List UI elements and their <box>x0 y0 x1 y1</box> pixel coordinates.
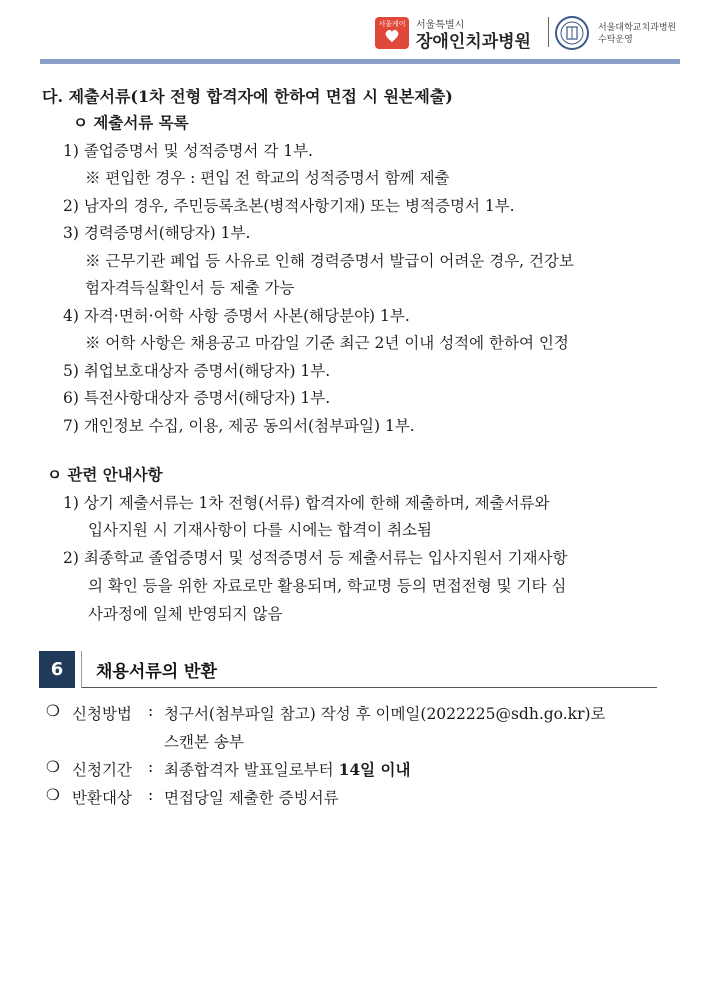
method-label: 신청방법 <box>72 705 132 723</box>
documents-list-title: ㅇ 제출서류 목록 <box>73 113 189 132</box>
document-item: 7) 개인정보 수집, 이용, 제공 동의서(첨부파일) 1부. <box>63 417 415 435</box>
document-item: 2) 남자의 경우, 주민등록초본(병적사항기재) 또는 병적증명서 1부. <box>63 197 515 215</box>
hospital-logo-badge <box>375 17 409 49</box>
hospital-city-label: 서울특별시 <box>416 20 465 31</box>
bullet-icon: ❍ <box>46 702 60 720</box>
bullet-icon: ❍ <box>46 786 60 804</box>
heart-icon <box>384 28 400 44</box>
period-deadline: 14일 이내 <box>338 760 411 779</box>
section-underline <box>82 687 657 688</box>
document-item: 1) 졸업증명서 및 성적증명서 각 1부. <box>63 142 313 160</box>
notice-line: 입사지원 시 기재사항이 다를 시에는 합격이 취소됨 <box>88 521 432 539</box>
notice-title: ㅇ 관련 안내사항 <box>47 465 163 484</box>
university-name: 서울대학교치과병원 <box>598 23 677 33</box>
target-label: 반환대상 <box>72 789 132 807</box>
notice-line: 의 확인 등을 위한 자료로만 활용되며, 학교명 등의 면접전형 및 기타 심 <box>88 577 567 595</box>
document-item: 5) 취업보호대상자 증명서(해당자) 1부. <box>63 362 331 380</box>
header-bar <box>40 59 680 64</box>
section-divider <box>81 651 82 688</box>
notice-line: 1) 상기 제출서류는 1차 전형(서류) 합격자에 한해 제출하며, 제출서류와 <box>63 494 550 512</box>
target-colon: : <box>148 786 154 804</box>
target-value: 면접당일 제출한 증빙서류 <box>164 789 339 807</box>
method-value: 청구서(첨부파일 참고) 작성 후 이메일(2022225@sdh.go.kr)로 <box>164 705 606 723</box>
document-note: ※ 편입한 경우 : 편입 전 학교의 성적증명서 함께 제출 <box>85 169 450 187</box>
document-item: 4) 자격·면허·어학 사항 증명서 사본(해당분야) 1부. <box>63 307 410 325</box>
period-label: 신청기간 <box>72 761 132 779</box>
document-item: 3) 경력증명서(해당자) 1부. <box>63 224 251 242</box>
section-number-badge: 6 <box>39 651 75 688</box>
method-colon: : <box>148 702 154 720</box>
header-divider <box>548 17 549 47</box>
university-seal-icon <box>554 15 590 51</box>
method-value-continued: 스캔본 송부 <box>164 733 244 751</box>
notice-line: 사과정에 일체 반영되지 않음 <box>88 605 283 623</box>
hospital-name: 장애인치과병원 <box>416 32 531 52</box>
section-heading: 다. 제출서류(1차 전형 합격자에 한하여 면접 시 원본제출) <box>42 87 453 106</box>
section-title: 채용서류의 반환 <box>96 662 217 682</box>
bullet-icon: ❍ <box>46 758 60 776</box>
period-prefix: 최종합격자 발표일로부터 <box>164 761 339 779</box>
document-note: ※ 근무기관 폐업 등 사유로 인해 경력증명서 발급이 어려운 경우, 건강보 <box>85 252 574 270</box>
period-value <box>164 758 410 780</box>
document-note: ※ 어학 사항은 채용공고 마감일 기준 최근 2년 이내 성적에 한하여 인정 <box>85 334 569 352</box>
period-colon: : <box>148 758 154 776</box>
badge-text: 서울케어 <box>378 20 406 28</box>
document-note-continued: 험자격득실확인서 등 제출 가능 <box>85 279 295 297</box>
document-item: 6) 특전사항대상자 증명서(해당자) 1부. <box>63 389 331 407</box>
notice-line: 2) 최종학교 졸업증명서 및 성적증명서 등 제출서류는 입사지원서 기재사항 <box>63 549 568 567</box>
university-operation-label: 수탁운영 <box>598 35 633 45</box>
